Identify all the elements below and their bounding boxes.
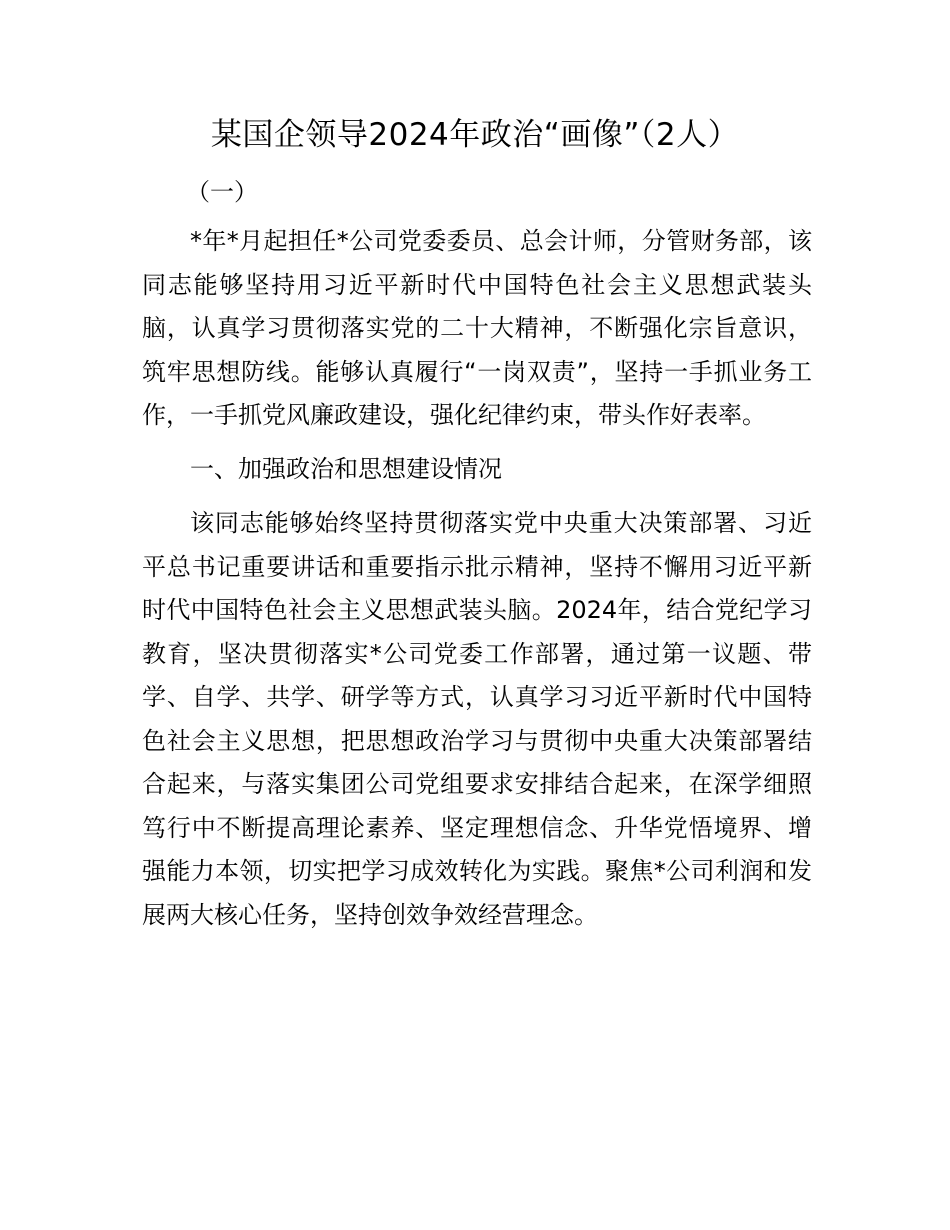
section-number: （一） <box>186 178 258 206</box>
paragraph-intro: *年*月起担任*公司党委委员、总会计师，分管财务部，该同志能够坚持用习近平新时代中国特色社会主义思想武装头脑，认真学习贯彻落实党的二十大精神，不断强化宗旨意识，筑牢思想防线。能够认真履行“一岗双责”，坚持一手抓业务工作，一手抓党风廉政建设，强化纪律约束，带头作好表率。 <box>142 227 812 429</box>
paragraph-political-building: 该同志能够始终坚持贯彻落实党中央重大决策部署、习近平总书记重要讲话和重要指示批示精神，坚持不懈用习近平新时代中国特色社会主义思想武装头脑。2024年，结合党纪学习教育，坚决贯彻落实*公司党委工作部署，通过第一议题、带学、自学、共学、研学等方式，认真学习习近平新时代中国特色社会主义思想，把思想政治学习与贯彻中央重大决策部署结合起来，与落实集团公司党组要求安排结合起来，在深学细照笃行中不断提高理论素养、坚定理想信念、升华党悟境界、增强能力本领，切实把学习成效转化为实践。聚焦*公司利润和发展两大核心任务，坚持创效争效经营理念。 <box>142 509 812 929</box>
document-title: 某国企领导2024年政治“画像”（2人） <box>210 117 740 153</box>
section-heading: 一、加强政治和思想建设情况 <box>190 455 502 483</box>
